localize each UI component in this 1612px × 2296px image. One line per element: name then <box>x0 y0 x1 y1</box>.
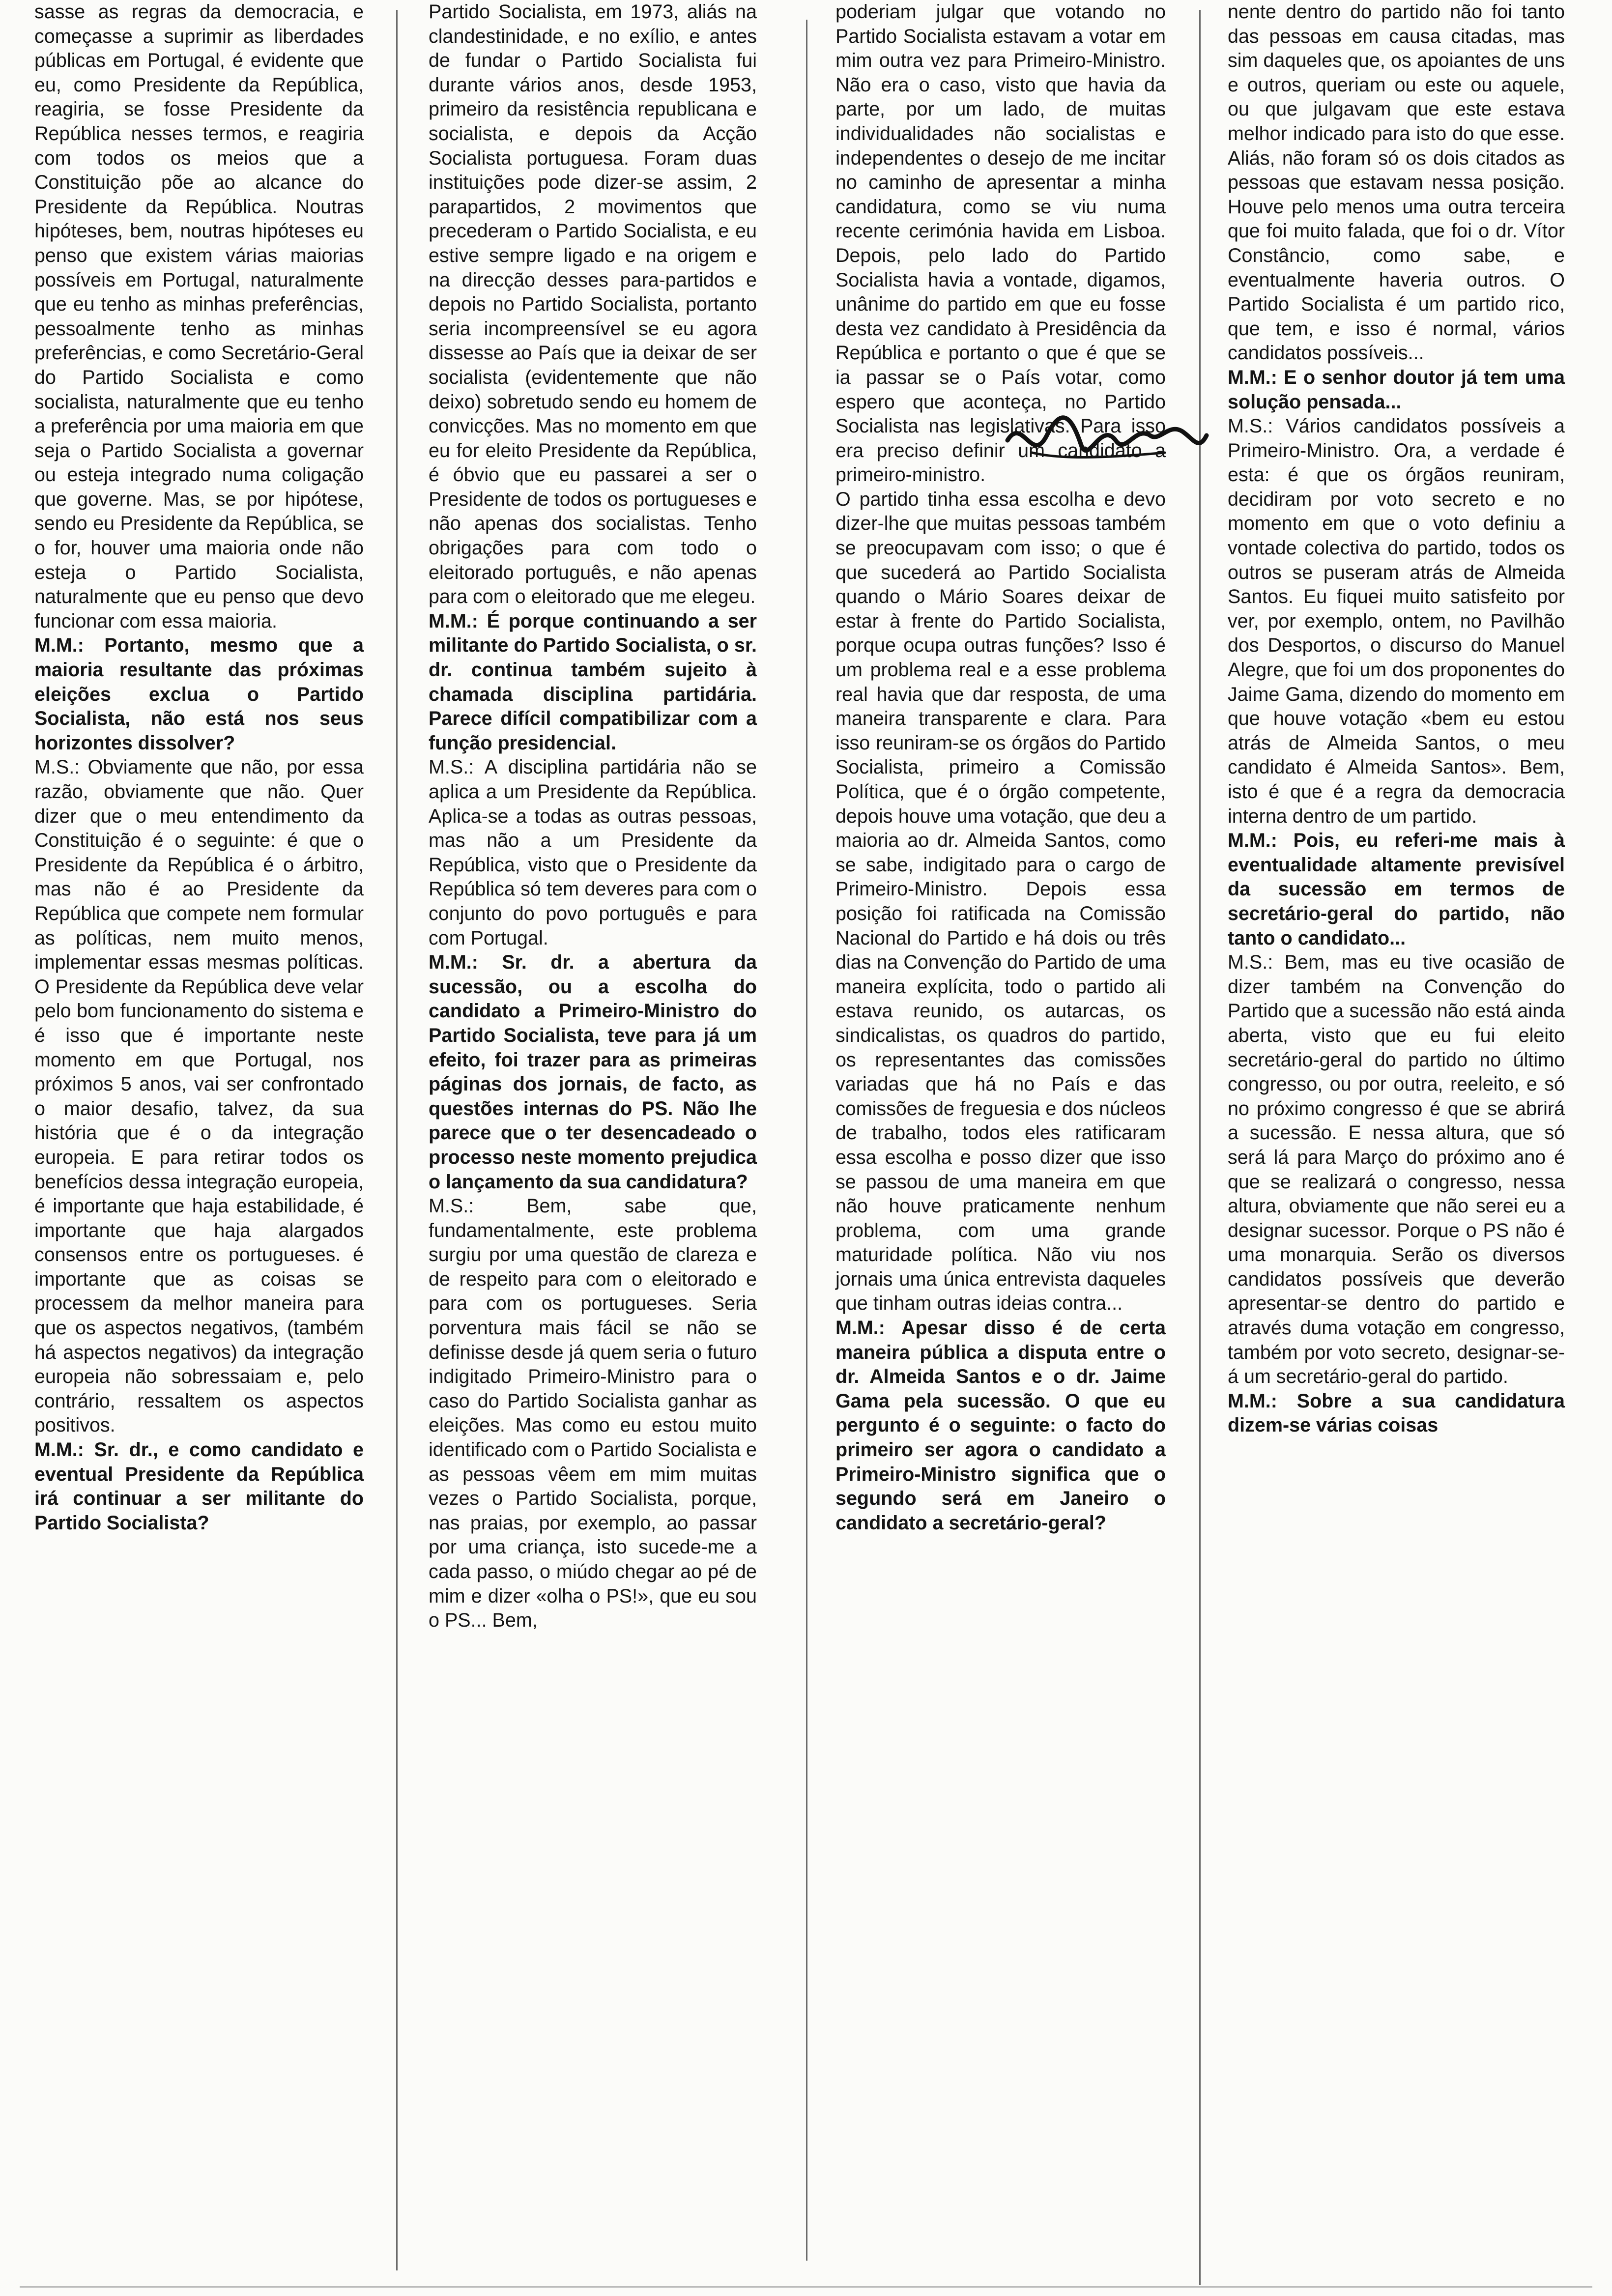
interviewer-question: M.M.: Apesar disso é de certa maneira pública a disputa entre o dr. Almeida Santos e o dr. Jaime Gama pela sucessão. O que eu pergunto é o seguinte: o facto do primeiro ser agora o candidato a Primeiro-Ministro significa que o segundo será em Janeiro o candidato a secretário-geral? <box>835 1317 1166 1534</box>
interviewer-question: M.M.: Portanto, mesmo que a maioria resultante das próximas eleições exclua o Partido Socialista, não está nos seus horizontes dissolver? <box>34 634 364 754</box>
column-rule <box>396 10 398 2270</box>
interviewer-question: M.M.: Sobre a sua candidatura dizem-se várias coisas <box>1228 1390 1565 1436</box>
column-rule <box>1199 10 1201 2285</box>
paragraph: M.S.: Vários candidatos possíveis a Primeiro-Ministro. Ora, a verdade é esta: é que os órgãos reuniram, decidiram por voto secreto e no momento em que o voto definiu a vontade colectiva do partido, todos os outros se puseram atrás de Almeida Santos. Eu fiquei muito satisfeito por ver, por exemplo, ontem, no Pavilhão dos Desportos, o discurso do Manuel Alegre, que foi um dos proponentes do Jaime Gama, dizendo do momento em que houve votação «bem eu estou atrás de Almeida Santos, o meu candidato é Almeida Santos». Bem, isto é que é a regra da democracia interna dentro de um partido. <box>1228 415 1565 827</box>
paragraph: M.S.: Bem, sabe que, fundamentalmente, este problema surgiu por uma questão de clareza e de respeito para com o eleitorado e para com os portugueses. Seria porventura mais fácil se não se definisse desde já quem seria o futuro indigitado Primeiro-Ministro para o caso do Partido Socialista ganhar as eleições. Mas como eu estou muito identificado com o Partido Socialista e as pessoas vêem em mim muitas vezes o Partido Socialista, porque, nas praias, por exemplo, ao passar por uma criança, isto sucede-me a cada passo, o miúdo chegar ao pé de mim e dizer «olha o PS!», que eu sou o PS... Bem, <box>429 1195 757 1632</box>
paragraph: M.S.: A disciplina partidária não se aplica a um Presidente da República. Aplica-se a todas as outras pessoas, mas não a um Presidente da República, visto que o Presidente da República só tem deveres para com o conjunto do povo português e para com Portugal. <box>429 756 757 949</box>
paragraph: M.S.: Obviamente que não, por essa razão, obviamente que não. Quer dizer que o meu entendimento da Constituição é o seguinte: é que o Presidente da República é o árbitro, mas não é ao Presidente da República que compete nem formular as políticas, nem muito menos, implementar essas mesmas políticas. O Presidente da República deve velar pelo bom funcionamento do sistema e é isso que é importante neste momento em que Portugal, nos próximos 5 anos, vai ser confrontado o maior desafio, talvez, da sua história que é o da integração europeia. E para retirar todos os benefícios dessa integração europeia, é importante que haja estabilidade, é importante que haja alargados consensos entre os portugueses. é importante que as coisas se processem da melhor maneira para que os aspectos negativos, (também há aspectos negativos) da integração europeia não sobressaiam e, pelo contrário, ressaltem os aspectos positivos. <box>34 756 364 1436</box>
column-3 <box>835 0 1166 1535</box>
interviewer-question: M.M.: Sr. dr., e como candidato e eventual Presidente da República irá continuar a ser militante do Partido Socialista? <box>34 1439 364 1534</box>
interviewer-question: M.M.: É porque continuando a ser militante do Partido Socialista, o sr. dr. continua também sujeito à chamada disciplina partidária. Parece difícil compatibilizar com a função presidencial. <box>429 610 757 754</box>
paragraph: poderiam julgar que votando no Partido Socialista estavam a votar em mim outra vez para Primeiro-Ministro. Não era o caso, visto que havia da parte, por um lado, de muitas individualidades não socialistas e independentes o desejo de me incitar no caminho de apresentar a minha candidatura, como se viu numa recente cerimónia havida em Lisboa. Depois, pelo lado do Partido Socialista havia a vontade, digamos, unânime do partido em que eu fosse desta vez candidato à Presidência da República e portanto o que é que se ia passar se o País votar, como espero que aconteça, no Partido Socialista nas legislativas. Para isso era preciso definir um candidato a primeiro-ministro. <box>835 1 1166 486</box>
paragraph: sasse as regras da democracia, e começasse a suprimir as liberdades públicas em Portugal, é evidente que eu, como Presidente da República, reagiria, se fosse Presidente da República nesses termos, e reagiria com todos os meios que a Constituição põe ao alcance do Presidente da República. Noutras hipóteses, bem, noutras hipóteses eu penso que existem várias maiorias possíveis em Portugal, naturalmente que eu tenho as minhas preferências, pessoalmente tenho as minhas preferências, e como Secretário-Geral do Partido Socialista e como socialista, naturalmente que eu tenho a preferência por uma maioria em que seja o Partido Socialista a governar ou esteja integrado numa coligação que governe. Mas, se por hipótese, sendo eu Presidente da República, se o for, houver uma maioria onde não esteja o Partido Socialista, naturalmente que eu penso que devo funcionar com essa maioria. <box>34 1 364 632</box>
scan-edge-line <box>20 2286 1592 2288</box>
paragraph: O partido tinha essa escolha e devo dizer-lhe que muitas pessoas também se preocupavam com isso; o que é que sucederá ao Partido Socialista quando o Mário Soares deixar de estar à frente do Partido Socialista, porque ocupa outras funções? Isso é um problema real e a esse problema real havia que dar resposta, de uma maneira transparente e clara. Para isso reuniram-se os órgãos do Partido Socialista, primeiro a Comissão Política, que é o órgão competente, depois houve uma votação, que deu a maioria ao dr. Almeida Santos, como se sabe, indigitado para o cargo de Primeiro-Ministro. Depois essa posição foi ratificada na Comissão Nacional do Partido e há dois ou três dias na Convenção do Partido de uma maneira explícita, todo o partido ali estava reunido, os autarcas, os sindicalistas, os quadros do partido, os representantes das comissões variadas que há no País e das comissões de freguesia e dos núcleos de trabalho, todos eles ratificaram essa escolha e posso dizer que isso se passou de uma maneira em que não houve praticamente nenhum problema, com uma grande maturidade política. Não viu nos jornais uma única entrevista daqueles que tinham outras ideias contra... <box>835 488 1166 1315</box>
paragraph: Partido Socialista, em 1973, aliás na clandestinidade, e no exílio, e antes de fundar o Partido Socialista fui durante vários anos, desde 1953, primeiro da resistência republicana e socialista, e depois da Acção Socialista portuguesa. Foram duas instituições pode dizer-se assim, 2 parapartidos, 2 movimentos que precederam o Partido Socialista, e eu estive sempre ligado e na origem e na direcção desses para-partidos e depois no Partido Socialista, portanto seria incompreensível se eu agora dissesse ao País que ia deixar de ser socialista (evidentemente que não deixo) sobretudo sendo eu homem de convicções. Mas no momento em que eu for eleito Presidente da República, é óbvio que eu passarei a ser o Presidente de todos os portugueses e não apenas dos socialistas. Tenho obrigações para com todo o eleitorado português, e não apenas para com o eleitorado que me elegeu. <box>429 1 757 608</box>
paragraph: nente dentro do partido não foi tanto das pessoas em causa citadas, mas sim daqueles que, os apoiantes de uns e outros, queriam ou este ou aquele, ou que julgavam que este estava melhor indicado para isto do que esse. Aliás, não foram só os dois citados as pessoas que estavam nessa posição. Houve pelo menos uma outra terceira que foi muito falada, que foi o dr. Vítor Constâncio, como sabe, e eventualmente haveria outros. O Partido Socialista é um partido rico, que tem, e isso é normal, vários candidatos possíveis... <box>1228 1 1565 364</box>
column-4 <box>1228 0 1565 1438</box>
paragraph: M.S.: Bem, mas eu tive ocasião de dizer também na Convenção do Partido que a sucessão não está ainda aberta, visto que eu fui eleito secretário-geral do partido no último congresso, ou por outra, reeleito, e só no próximo congresso é que se abrirá a sucessão. E nessa altura, que só será lá para Março do próximo ano é que se realizará o congresso, nessa altura, obviamente que não serei eu a designar sucessor. Porque o PS não é uma monarquia. Serão os diversos candidatos possíveis que deverão apresentar-se dentro do partido e através duma votação em congresso, também por voto secreto, designar-se-á um secretário-geral do partido. <box>1228 951 1565 1388</box>
interviewer-question: M.M.: E o senhor doutor já tem uma solução pensada... <box>1228 366 1565 413</box>
interviewer-question: M.M.: Pois, eu referi-me mais à eventualidade altamente previsível da sucessão em termos de secretário-geral do partido, não tanto o candidato... <box>1228 830 1565 949</box>
interviewer-question: M.M.: Sr. dr. a abertura da sucessão, ou a escolha do candidato a Primeiro-Ministro do Partido Socialista, teve para já um efeito, foi trazer para as primeiras páginas dos jornais, de facto, as questões internas do PS. Não lhe parece que o ter desencadeado o processo neste momento prejudica o lançamento da sua candidatura? <box>429 951 757 1193</box>
column-2 <box>429 0 757 1633</box>
column-rule <box>806 20 807 2261</box>
column-1 <box>34 0 364 1535</box>
